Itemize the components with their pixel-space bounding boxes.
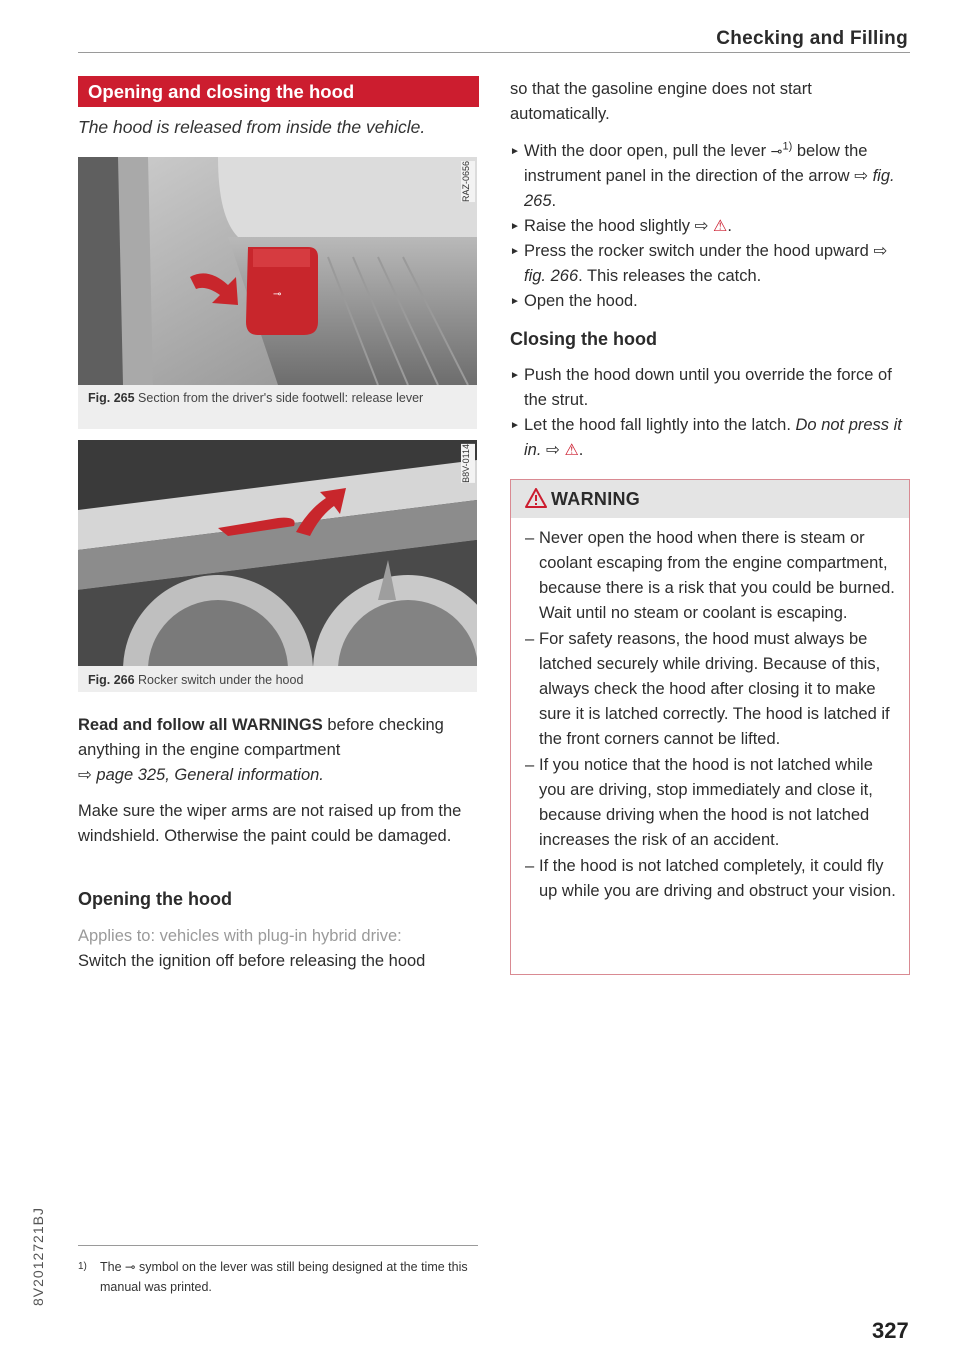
header-rule	[78, 52, 910, 53]
figure-266-number: Fig. 266	[88, 673, 135, 687]
read-warnings-paragraph	[78, 713, 478, 788]
step-text: Press the rocker switch under the hood upward	[524, 242, 874, 260]
warning-triangle-icon	[525, 488, 547, 508]
footnote-text: The ⊸ symbol on the lever was still being designed at the time this manual was printed.	[100, 1260, 468, 1294]
opening-steps	[510, 139, 910, 314]
list-item	[510, 139, 910, 214]
figure-265-code: RAZ-0656	[461, 161, 475, 202]
running-header: Checking and Filling	[716, 28, 908, 49]
step-emphasis: Do not press it in.	[524, 416, 902, 459]
figure-265-number: Fig. 265	[88, 391, 135, 405]
footnote-rule	[78, 1245, 478, 1246]
warning-item: – If the hood is not latched completely, it could fly up while you are driving and obstruct your vision.	[525, 854, 903, 904]
list-item	[510, 363, 910, 413]
step-text: .	[727, 217, 732, 235]
step-text: below the instrument panel in the direction of the arrow	[524, 142, 868, 185]
closing-heading: Closing the hood	[510, 329, 657, 349]
list-item	[510, 289, 910, 314]
step-text: Raise the hood slightly ⇨	[524, 217, 714, 235]
warning-box	[510, 479, 910, 975]
step-text: With the door open, pull the lever	[524, 142, 771, 160]
figure-265-image	[78, 157, 477, 385]
page-number: 327	[872, 1318, 909, 1343]
step-text: Push the hood down until you override the force of the strut.	[524, 366, 892, 409]
step-text: .	[578, 441, 584, 459]
figure-265-caption-text: Section from the driver's side footwell: release lever	[138, 391, 424, 405]
continuation-paragraph: so that the gasoline engine does not start automatically.	[510, 80, 812, 123]
list-item	[510, 239, 910, 289]
switch-line: Switch the ignition off before releasing the hood	[78, 952, 426, 970]
read-warnings-bold: Read and follow all WARNINGS	[78, 716, 323, 734]
fig-ref-link[interactable]: ⇨ fig. 266	[524, 242, 888, 285]
read-warnings-ref[interactable]: ⇨ page 325, General information.	[78, 766, 324, 784]
step-text: Let the hood fall lightly into the latch.	[524, 416, 796, 434]
step-text: . This releases the catch.	[578, 267, 762, 285]
warning-title: WARNING	[551, 489, 641, 509]
step-text: Open the hood.	[524, 292, 638, 310]
list-item	[510, 413, 910, 463]
lever-symbol-icon: ⊸	[770, 143, 783, 159]
figure-266-caption	[88, 671, 468, 690]
figure-266-caption-text: Rocker switch under the hood	[138, 673, 304, 687]
footnote-mark: 1)	[78, 1261, 87, 1272]
opening-heading: Opening the hood	[78, 889, 232, 909]
wiper-paragraph: Make sure the wiper arms are not raised up from the windshield. Otherwise the paint could be damaged.	[78, 802, 462, 845]
warning-header	[511, 480, 909, 518]
figure-266	[78, 440, 477, 692]
figure-266-code: B8V-0114	[461, 444, 475, 483]
section-title: Opening and closing the hood	[78, 76, 479, 107]
step-text: .	[551, 192, 557, 210]
fig-ref-link[interactable]: ⇨ fig. 265	[524, 167, 895, 210]
warning-item: – Never open the hood when there is steam or coolant escaping from the engine compartment, because there is a risk that you could be burned. Wait until no steam or coolant is escaping.	[525, 526, 903, 626]
section-lead: The hood is released from inside the vehicle.	[78, 117, 426, 137]
applies-line: Applies to: vehicles with plug-in hybrid drive:	[78, 927, 402, 945]
list-item	[510, 214, 910, 239]
closing-steps	[510, 363, 910, 463]
svg-text:⊸: ⊸	[273, 289, 282, 300]
figure-265-caption	[88, 389, 468, 408]
warning-list	[525, 526, 903, 905]
footnote-ref[interactable]: 1)	[782, 140, 793, 153]
warning-item: – If you notice that the hood is not latched while you are driving, stop immediately and close it, because driving when the hood is not latched increases the risk of an accident.	[525, 753, 903, 853]
figure-266-image	[78, 440, 477, 666]
side-document-code: 8V2012721BJ	[30, 1207, 46, 1306]
warning-triangle-icon[interactable]: ⚠	[564, 442, 579, 459]
figure-265	[78, 157, 477, 429]
read-warnings-rest: before checking anything in the engine compartment	[78, 716, 444, 759]
warning-item: – For safety reasons, the hood must always be latched securely while driving. Because of this, always check the hood after closing it to make sure it is latched correctly. The hood is latched if the front corners cannot be lifted.	[525, 627, 903, 752]
footnote	[78, 1257, 478, 1297]
warning-triangle-icon[interactable]: ⚠	[713, 218, 728, 235]
step-text: ⇨	[541, 441, 565, 459]
